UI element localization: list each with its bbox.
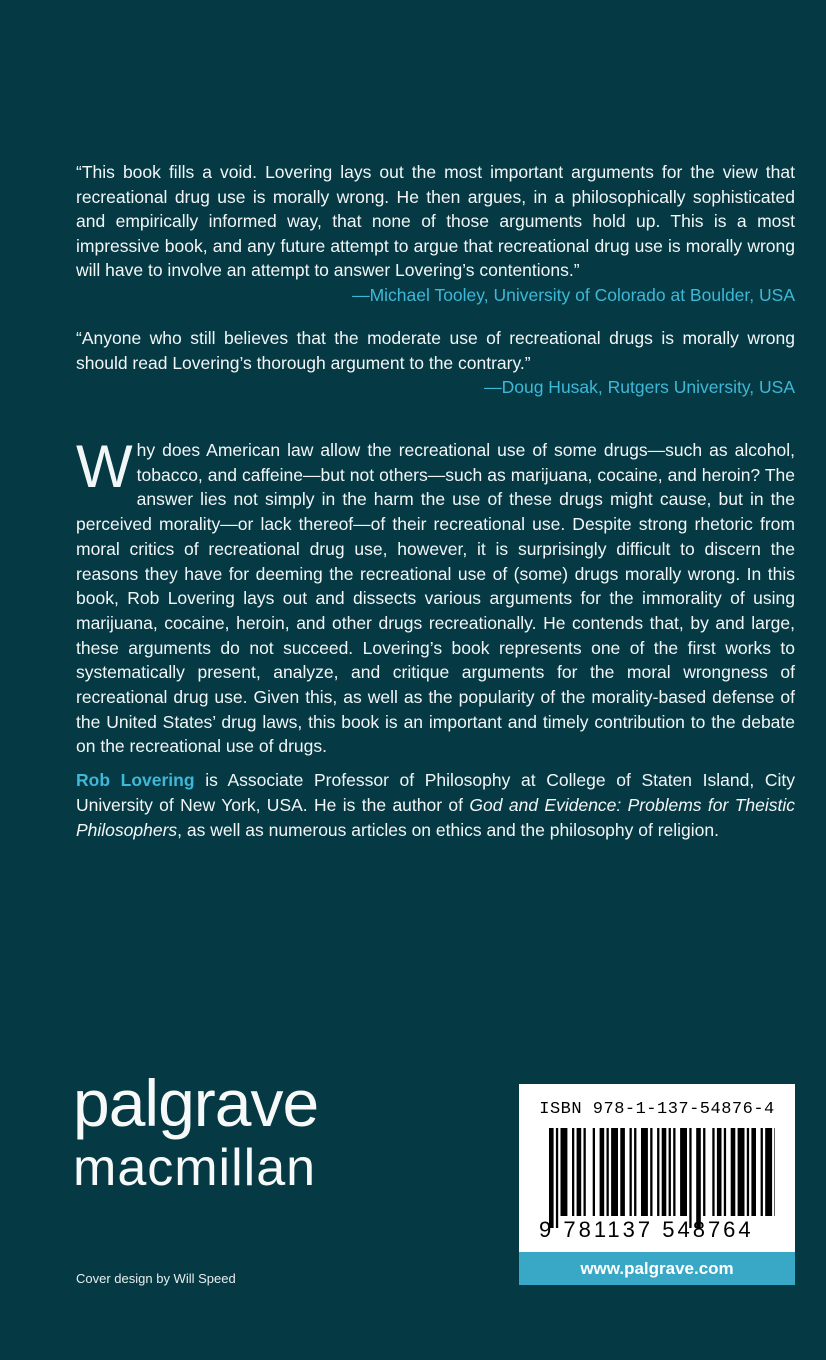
barcode-bar xyxy=(774,1128,775,1216)
barcode-bar xyxy=(611,1128,618,1216)
bio-text-part-2: , as well as numerous articles on ethics and the philosophy of religion. xyxy=(177,820,719,840)
description-text: hy does American law allow the recreational use of some drugs—such as alcohol, tobacco, and caffeine—but not others—such as marijuana, cocaine, and heroin? The answer lies not simply in the harm the use of these drugs might cause, but in the perceived morality—or lack thereof—of their recreational use. Despite strong rhetoric from moral critics of recreational drug use, however, it is surprisingly difficult to discern the reasons they have for deeming the recreational use of (some) drugs morally wrong. In this book, Rob Lovering lays out and dissects various arguments for the immorality of using marijuana, cocaine, heroin, and other drugs recreationally. He contends that, by and large, these arguments do not succeed. Lovering’s book represents one of the first works to systematically present, analyze, and critique arguments for the moral wrongness of recreational drug use. Given this, as well as the popularity of the morality-based defense of the United States’ drug laws, this book is an important and timely contribution to the debate on the recreational use of drugs. xyxy=(76,440,795,757)
barcode-bar xyxy=(696,1128,701,1228)
barcode-bar xyxy=(620,1128,625,1216)
barcode-bar xyxy=(717,1128,722,1216)
barcode-bar xyxy=(669,1128,671,1216)
author-name: Rob Lovering xyxy=(76,770,195,790)
review-quote-text: “This book fills a void. Lovering lays out the most important arguments for the view that recreational drug use is morally wrong. He then argues, in a philosophically sophisticated and empirically informed way, that none of those arguments hold up. This is a most impressive book, and any future attempt to argue that recreational drug use is morally wrong will have to involve an attempt to answer Lovering’s contentions.” xyxy=(76,162,795,280)
barcode-bar xyxy=(657,1128,659,1216)
barcode-bar xyxy=(650,1128,652,1216)
isbn-barcode-panel xyxy=(519,1084,795,1252)
barcode-bar xyxy=(600,1128,605,1216)
barcode-bar xyxy=(731,1128,736,1216)
barcode-bar xyxy=(680,1128,687,1216)
barcode-bar xyxy=(634,1128,636,1216)
barcode-bar xyxy=(689,1128,691,1228)
publisher-logo xyxy=(73,1068,318,1198)
barcode-bar xyxy=(703,1128,705,1216)
barcode-bar xyxy=(712,1128,714,1216)
drop-cap: W xyxy=(76,433,133,500)
author-bio xyxy=(76,768,795,843)
barcode-bar xyxy=(549,1128,554,1228)
bio-paragraph xyxy=(76,768,795,843)
barcode-bar xyxy=(751,1128,756,1216)
barcode-bar xyxy=(556,1128,558,1228)
book-title: God and Evidence: Problems for Theistic Philosophers xyxy=(76,795,795,840)
barcode-bar xyxy=(607,1128,609,1216)
barcode-digits: 9 781137 548764 xyxy=(539,1217,754,1242)
publisher-website[interactable]: www.palgrave.com xyxy=(519,1252,795,1285)
logo-macmillan: macmillan xyxy=(73,1139,317,1197)
review-quote-1 xyxy=(76,160,795,307)
barcode-bar xyxy=(584,1128,586,1216)
barcode-bar xyxy=(561,1128,568,1216)
barcode-bar xyxy=(593,1128,595,1216)
logo-palgrave: palgrave xyxy=(73,1066,319,1140)
cover-design-credit: Cover design by Will Speed xyxy=(76,1271,236,1286)
book-description xyxy=(76,433,795,759)
barcode-bar xyxy=(577,1128,582,1216)
barcode-bar xyxy=(641,1128,648,1216)
description-paragraph xyxy=(76,433,795,759)
bio-text-part-1: is Associate Professor of Philosophy at College of Staten Island, City University of New York, USA. He is the author of xyxy=(76,770,796,815)
barcode-bar xyxy=(765,1128,772,1216)
barcode-bar xyxy=(662,1128,667,1216)
barcode-bar xyxy=(761,1128,763,1216)
review-quote-2 xyxy=(76,326,795,400)
barcode-bar xyxy=(724,1128,726,1216)
barcode-bar xyxy=(747,1128,749,1216)
barcode-bar xyxy=(738,1128,745,1216)
review-attribution: —Michael Tooley, University of Colorado at Boulder, USA xyxy=(352,284,795,305)
review-quote-text: “Anyone who still believes that the moderate use of recreational drugs is morally wrong should read Lovering’s thorough argument to the contrary.” xyxy=(76,328,795,373)
barcode-bar xyxy=(572,1128,574,1216)
review-attribution: —Doug Husak, Rutgers University, USA xyxy=(484,377,795,397)
barcode-bar xyxy=(673,1128,675,1216)
barcode-icon xyxy=(549,1128,775,1228)
isbn-label: ISBN 978-1-137-54876-4 xyxy=(539,1100,775,1119)
barcode-bar xyxy=(630,1128,632,1216)
